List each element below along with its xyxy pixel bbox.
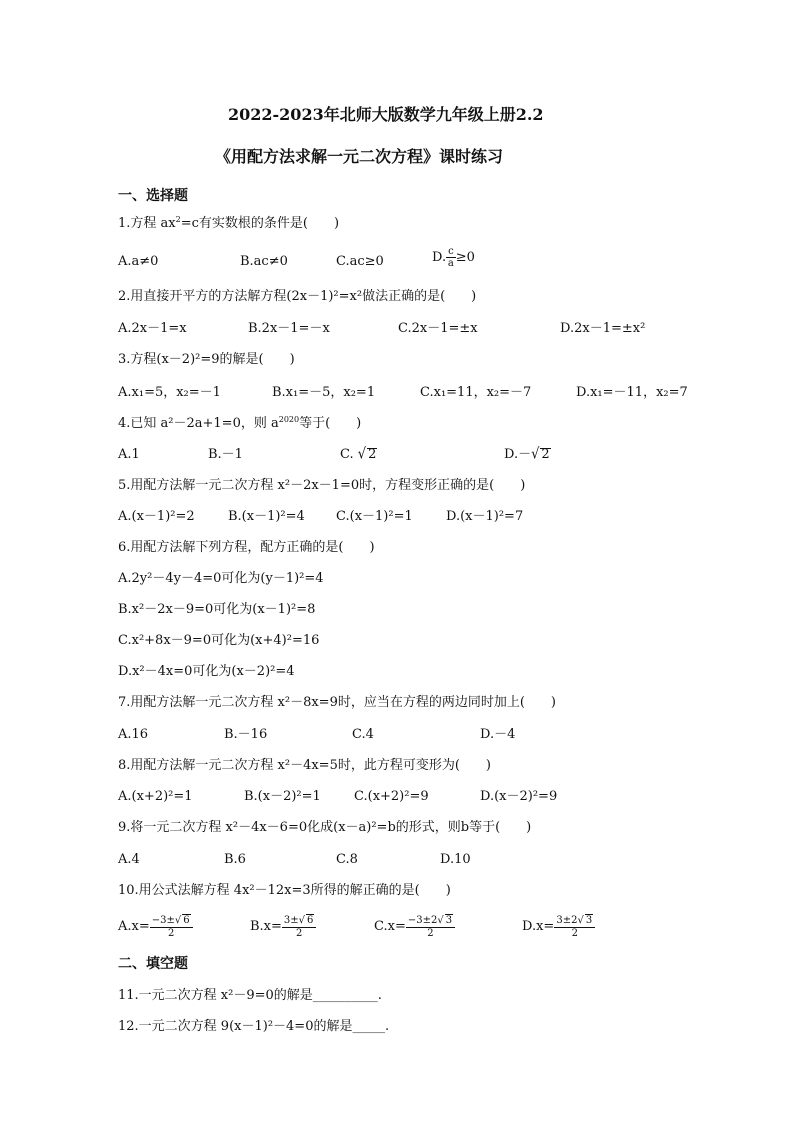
- q7-option-b: B.－16: [224, 727, 268, 742]
- q4-option-b: B.－1: [208, 447, 243, 462]
- question-8: 8.用配方法解一元二次方程 x²－4x=5时，此方程可变形为( ): [118, 758, 491, 773]
- q7-option-d: D.－4: [480, 727, 516, 742]
- question-12: 12.一元二次方程 9(x－1)²－4=0的解是_____.: [118, 1019, 390, 1034]
- q5-option-d: D.(x－1)²=7: [446, 509, 524, 524]
- question-4: 4.已知 a²－2a+1=0，则 $a^{2020}$等于( ): [118, 415, 362, 431]
- q5-option-b: B.(x－1)²=4: [228, 509, 305, 524]
- q2-option-a: A.2x－1=x: [118, 321, 187, 336]
- question-2: 2.用直接开平方的方法解方程(2x－1)²=x²做法正确的是( ): [118, 289, 477, 304]
- q10-option-b: B.x= $\frac{3\pm√ 6}{2}$: [250, 914, 316, 939]
- q3-option-b: B.x₁=－5，x₂=1: [272, 385, 376, 400]
- q7-option-c: C.4: [352, 727, 374, 742]
- q10-option-c: C.x= $\frac{-3\pm 2√ 3}{2}$: [374, 914, 455, 939]
- q1-option-d: D. $\frac{c}{a}$ ≥0: [432, 246, 475, 269]
- title-line-2: 《用配方法求解一元二次方程》课时练习: [215, 147, 504, 166]
- question-5: 5.用配方法解一元二次方程 x²－2x－1=0时，方程变形正确的是( ): [118, 478, 526, 493]
- question-9: 9.将一元二次方程 x²－4x－6=0化成(x－a)²=b的形式，则b等于( ): [118, 820, 532, 835]
- q8-option-a: A.(x+2)²=1: [118, 789, 193, 804]
- q3-option-d: D.x₁=－11，x₂=7: [576, 385, 688, 400]
- question-6: 6.用配方法解下列方程，配方正确的是( ): [118, 540, 375, 555]
- q5-option-a: A.(x－1)²=2: [118, 509, 195, 524]
- title-line-1: 2022-2023年北师大版数学九年级上册2.2: [228, 105, 544, 124]
- q6-option-d: D.x²－4x=0可化为(x－2)²=4: [118, 664, 295, 679]
- question-3: 3.方程(x－2)²=9的解是( ): [118, 352, 295, 367]
- question-11: 11.一元二次方程 x²－9=0的解是__________.: [118, 988, 382, 1003]
- question-7: 7.用配方法解一元二次方程 x²－8x=9时，应当在方程的两边同时加上( ): [118, 695, 556, 710]
- q8-option-b: B.(x－2)²=1: [244, 789, 321, 804]
- q4-option-d: D.－√ 2: [504, 445, 550, 464]
- q9-option-d: D.10: [440, 852, 471, 867]
- q9-option-b: B.6: [224, 852, 246, 867]
- q1-option-a: A.a≠0: [118, 254, 159, 269]
- q4-option-a: A.1: [118, 447, 140, 462]
- q6-option-a: A.2y²－4y－4=0可化为(y－1)²=4: [118, 571, 324, 586]
- q5-option-c: C.(x－1)²=1: [336, 509, 413, 524]
- q10-option-d: D.x= $\frac{3\pm 2√ 3}{2}$: [522, 914, 595, 939]
- q2-option-d: D.2x－1=±x²: [560, 321, 646, 336]
- q4-option-c: C. √ 2: [340, 445, 377, 464]
- q9-option-a: A.4: [118, 852, 140, 867]
- section-fill-in-blank: 二、填空题: [118, 956, 188, 972]
- q2-option-c: C.2x－1=±x: [398, 321, 478, 336]
- q9-option-c: C.8: [336, 852, 358, 867]
- q3-option-a: A.x₁=5，x₂=－1: [118, 385, 221, 400]
- q8-option-c: C.(x+2)²=9: [354, 789, 429, 804]
- q10-option-a: A.x= $\frac{-3\pm√ 6}{2}$: [118, 914, 193, 939]
- q1-option-b: B.ac≠0: [240, 254, 288, 269]
- question-10: 10.用公式法解方程 4x²－12x=3所得的解正确的是( ): [118, 883, 451, 898]
- q2-option-b: B.2x－1=－x: [248, 321, 330, 336]
- q1-option-c: C.ac≥0: [336, 254, 384, 269]
- question-1: 1.方程 $ax^2=c$有实数根的条件是( ): [118, 215, 340, 231]
- section-multiple-choice: 一、选择题: [118, 188, 188, 204]
- q7-option-a: A.16: [118, 727, 149, 742]
- q8-option-d: D.(x－2)²=9: [480, 789, 558, 804]
- q6-option-b: B.x²－2x－9=0可化为(x－1)²=8: [118, 602, 316, 617]
- q6-option-c: C.x²+8x－9=0可化为(x+4)²=16: [118, 633, 320, 648]
- q3-option-c: C.x₁=11，x₂=－7: [420, 385, 532, 400]
